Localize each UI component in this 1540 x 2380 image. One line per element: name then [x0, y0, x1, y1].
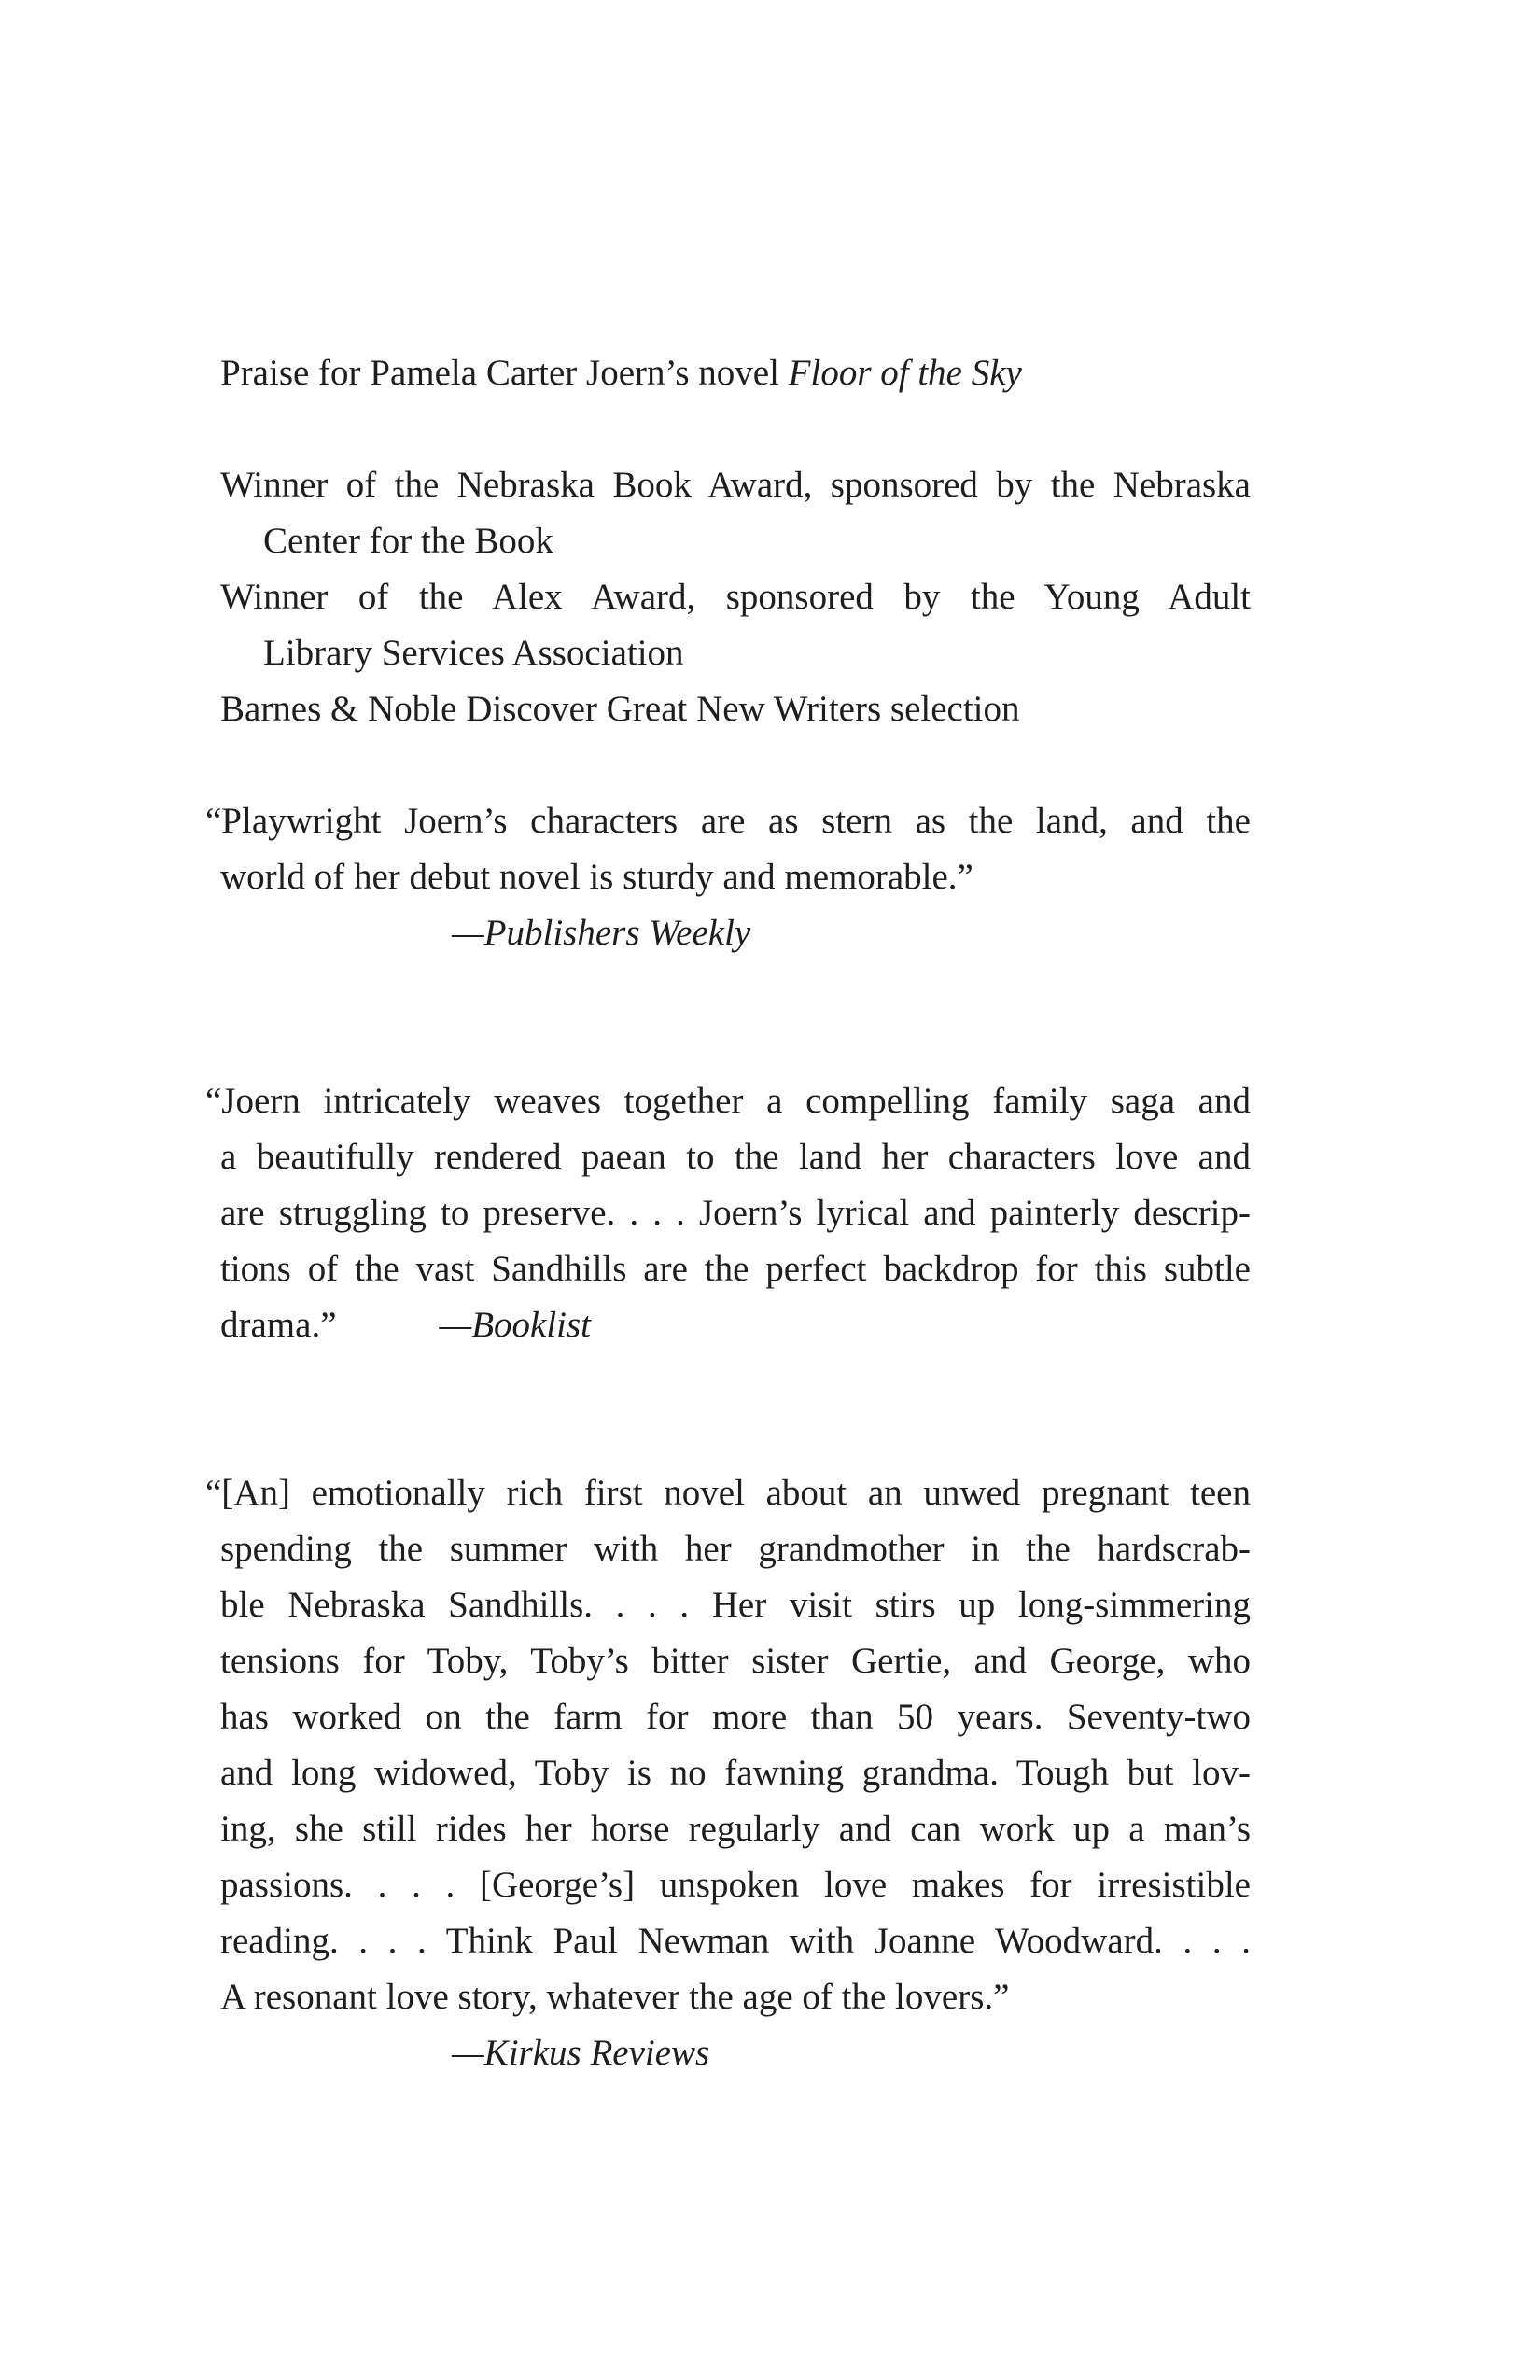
review-3-source: —Kirkus Reviews	[452, 2033, 710, 2073]
praise-page	[205, 345, 1251, 2081]
awards-list	[220, 457, 1251, 737]
review-1-line-2: world of her debut novel is sturdy and memorable.”	[220, 857, 973, 897]
award-1-line-1: Winner of the Nebraska Book Award, sponsored by the Nebraska	[220, 465, 1251, 505]
review-3-line-8: passions. . . . [George’s] unspoken love makes for irresistible	[220, 1865, 1251, 1905]
review-3-line-9: reading. . . . Think Paul Newman with Joanne Woodward. . . .	[220, 1921, 1251, 1961]
review-3-line-5: has worked on the farm for more than 50 years. Seventy-two	[220, 1697, 1251, 1737]
review-3-line-4: tensions for Toby, Toby’s bitter sister Gertie, and George, who	[220, 1641, 1251, 1681]
review-3-line-10: A resonant love story, whatever the age of the lovers.”	[220, 1977, 1010, 2017]
review-2-line-1: “Joern intricately weaves together a compelling family saga and	[205, 1081, 1251, 1121]
award-2-line-1: Winner of the Alex Award, sponsored by the Young Adult	[220, 577, 1251, 617]
review-3-line-7: ing, she still rides her horse regularly and can work up a man’s	[220, 1809, 1251, 1849]
review-kirkus	[205, 1465, 1251, 2081]
review-2-line-5: drama.”	[220, 1305, 337, 1345]
review-2-line-2: a beautifully rendered paean to the land her characters love and	[220, 1137, 1251, 1177]
review-3-line-3: ble Nebraska Sandhills. . . . Her visit stirs up long-simmering	[220, 1585, 1251, 1625]
book-title: Floor of the Sky	[788, 353, 1022, 393]
award-3-line-1: Barnes & Noble Discover Great New Writers selection	[220, 689, 1020, 729]
award-1-line-2: Center for the Book	[263, 521, 553, 561]
review-booklist	[205, 1073, 1251, 1353]
award-2-line-2: Library Services Association	[263, 633, 684, 673]
review-2-source: —Booklist	[439, 1305, 592, 1345]
heading-prefix: Praise for Pamela Carter Joern’s novel	[220, 353, 789, 393]
review-3-line-6: and long widowed, Toby is no fawning grandma. Tough but lov-	[220, 1753, 1251, 1793]
review-publishers-weekly	[205, 793, 1251, 961]
page-heading	[220, 345, 1251, 401]
review-1-source: —Publishers Weekly	[452, 913, 751, 953]
review-2-line-3: are struggling to preserve. . . . Joern’s lyrical and painterly descrip-	[220, 1193, 1251, 1233]
review-2-last-line	[220, 1297, 1251, 1353]
review-3-line-1: “[An] emotionally rich first novel about an unwed pregnant teen	[205, 1473, 1251, 1513]
review-1-line-1: “Playwright Joern’s characters are as stern as the land, and the	[205, 801, 1251, 841]
review-3-line-2: spending the summer with her grandmother in the hardscrab-	[220, 1529, 1251, 1569]
review-2-line-4: tions of the vast Sandhills are the perfect backdrop for this subtle	[220, 1249, 1251, 1289]
